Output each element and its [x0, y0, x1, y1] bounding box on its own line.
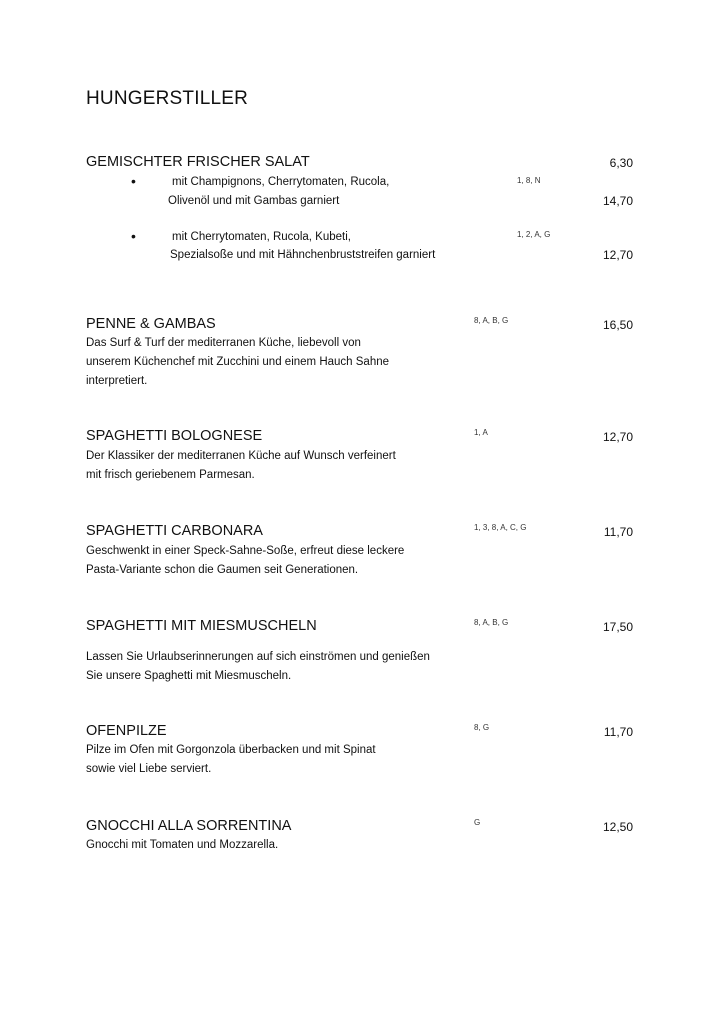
variant-line: Olivenöl und mit Gambas garniert [168, 195, 340, 207]
desc-line: sowie viel Liebe serviert. [86, 763, 212, 775]
allergen-codes: 1, A [474, 428, 488, 437]
allergen-codes: 1, 8, N [517, 176, 541, 185]
item-description [86, 447, 396, 485]
allergen-codes: 1, 3, 8, A, C, G [474, 523, 527, 532]
item-price: 17,50 [602, 620, 633, 634]
variant-price: 14,70 [602, 194, 633, 208]
desc-line: Lassen Sie Urlaubserinnerungen auf sich einströmen und genießen [86, 651, 430, 663]
variant-line: Spezialsoße und mit Hähnchenbruststreifen garniert [170, 249, 436, 261]
desc-line: Das Surf & Turf der mediterranen Küche, liebevoll von [86, 337, 361, 349]
item-name: SPAGHETTI BOLOGNESE [86, 428, 263, 444]
item-description [86, 836, 278, 855]
desc-line: interpretiert. [86, 375, 148, 387]
item-price: 11,70 [603, 525, 633, 539]
desc-line: Pilze im Ofen mit Gorgonzola überbacken und mit Spinat [86, 744, 376, 756]
section-title: HUNGERSTILLER [86, 88, 249, 109]
desc-line: Pasta-Variante schon die Gaumen seit Generationen. [86, 564, 359, 576]
allergen-codes: 8, A, B, G [474, 618, 509, 627]
desc-line: unserem Küchenchef mit Zucchini und einem Hauch Sahne [86, 356, 390, 368]
bullet-icon: • [131, 173, 136, 189]
item-name: GNOCCHI ALLA SORRENTINA [86, 818, 292, 834]
item-price: 12,70 [602, 430, 633, 444]
allergen-codes: 8, G [474, 723, 490, 732]
desc-line: mit frisch geriebenem Parmesan. [86, 469, 255, 481]
item-description [86, 648, 430, 686]
desc-line: Sie unsere Spaghetti mit Miesmuscheln. [86, 670, 292, 682]
allergen-codes: G [474, 818, 481, 827]
item-price: 11,70 [603, 725, 633, 739]
variant-line: mit Champignons, Cherrytomaten, Rucola, [172, 176, 390, 188]
item-name: OFENPILZE [86, 723, 167, 739]
item-name: PENNE & GAMBAS [86, 316, 216, 332]
bullet-icon: • [131, 228, 136, 244]
desc-line: Der Klassiker der mediterranen Küche auf Wunsch verfeinert [86, 450, 396, 462]
item-name: SPAGHETTI MIT MIESMUSCHELN [86, 618, 317, 634]
item-name: GEMISCHTER FRISCHER SALAT [86, 154, 310, 170]
desc-line: Gnocchi mit Tomaten und Mozzarella. [86, 839, 279, 851]
item-name: SPAGHETTI CARBONARA [86, 523, 263, 539]
variant-price: 12,70 [602, 248, 633, 262]
allergen-codes: 8, A, B, G [474, 316, 509, 325]
item-description [86, 542, 404, 580]
variant-line: mit Cherrytomaten, Rucola, Kubeti, [172, 231, 351, 243]
item-price: 12,50 [602, 820, 633, 834]
item-price: 6,30 [609, 156, 633, 170]
item-description [86, 741, 376, 779]
allergen-codes: 1, 2, A, G [517, 230, 551, 239]
item-description [86, 334, 389, 391]
item-price: 16,50 [602, 318, 633, 332]
desc-line: Geschwenkt in einer Speck-Sahne-Soße, erfreut diese leckere [86, 545, 405, 557]
